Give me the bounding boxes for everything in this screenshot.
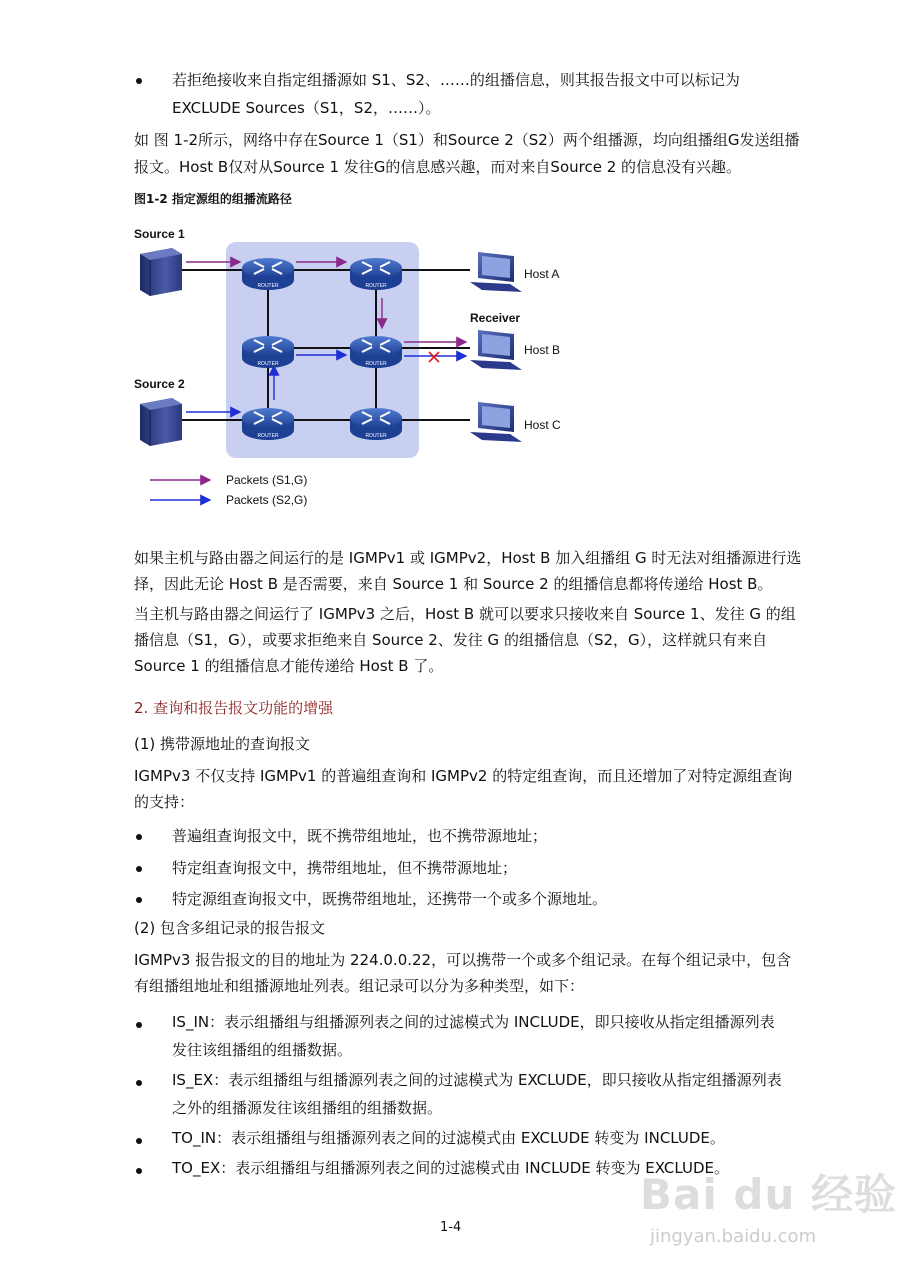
- svg-text:ROUTER: ROUTER: [365, 433, 387, 439]
- para2-line2: 择，因此无论 Host B 是否需要，来自 Source 1 和 Source 2 的组播信息都将传递给 Host B。: [134, 575, 773, 593]
- bullet-dot: [136, 1022, 142, 1028]
- bullet-dot: [136, 1080, 142, 1086]
- intro-para-line1: 如 图 1-2所示，网络中存在Source 1（S1）和Source 2（S2）两个组播源，均向组播组G发送组播: [134, 131, 800, 149]
- host-a-label: Host A: [524, 267, 560, 281]
- sub2-para-line1: IGMPv3 报告报文的目的地址为 224.0.0.22，可以携带一个或多个组记录。在每个组记录中，包含: [134, 951, 792, 969]
- intro-para-line2: 报文。Host B仅对从Source 1 发往G的信息感兴趣，而对来自Source 2 的信息没有兴趣。: [134, 158, 742, 176]
- legend-s2-label: Packets (S2,G): [226, 493, 308, 507]
- bullet-dot: [136, 897, 142, 903]
- svg-text:ROUTER: ROUTER: [257, 433, 279, 439]
- watermark-url: jingyan.baidu.com: [650, 1226, 817, 1247]
- router-icon: [350, 336, 402, 368]
- list-item: 特定组查询报文中，携带组地址，但不携带源地址；: [172, 859, 518, 877]
- bullet-dot: [136, 866, 142, 872]
- record-line1: TO_IN：表示组播组与组播源列表之间的过滤模式由 EXCLUDE 转变为 INCLUDE。: [172, 1129, 725, 1147]
- svg-text:ROUTER: ROUTER: [257, 361, 279, 367]
- sub1-para-line2: 的支持：: [134, 793, 195, 811]
- blocked-x-icon: [429, 352, 439, 362]
- server-icon: [140, 398, 182, 446]
- legend: [150, 473, 307, 507]
- svg-text:ROUTER: ROUTER: [365, 361, 387, 367]
- record-line1: TO_EX：表示组播组与组播源列表之间的过滤模式由 INCLUDE 转变为 EXCLUDE。: [172, 1159, 730, 1177]
- host-pc-icon: [470, 330, 522, 370]
- source2-label: Source 2: [134, 377, 185, 391]
- network-diagram: [0, 210, 905, 540]
- svg-text:ROUTER: ROUTER: [365, 283, 387, 289]
- host-b-label: Host B: [524, 343, 561, 357]
- figure-caption: 图1-2 指定源组的组播流路径: [134, 192, 292, 206]
- page-number: 1-4: [440, 1220, 462, 1235]
- source1-label: Source 1: [134, 227, 185, 241]
- router-icon: [350, 408, 402, 440]
- sub1-para-line1: IGMPv3 不仅支持 IGMPv1 的普遍组查询和 IGMPv2 的特定组查询，而且还增加了对特定源组查询: [134, 767, 793, 785]
- host-c-label: Host C: [524, 418, 561, 432]
- record-line2: 发往该组播组的组播数据。: [172, 1041, 353, 1059]
- server-icon: [140, 248, 182, 296]
- intro-bullet-line2: EXCLUDE Sources（S1，S2，……）。: [172, 99, 441, 117]
- para3-line2: 播信息（S1，G），或要求拒绝来自 Source 2、发往 G 的组播信息（S2，G），这样就只有来自: [134, 631, 768, 649]
- router-icon: [242, 336, 294, 368]
- sub2-title: (2) 包含多组记录的报告报文: [134, 919, 326, 937]
- bullet-dot: [136, 1168, 142, 1174]
- router-icon: [242, 258, 294, 290]
- bullet-dot: [136, 834, 142, 840]
- host-pc-icon: [470, 252, 522, 292]
- para3-line3: Source 1 的组播信息才能传递给 Host B 了。: [134, 657, 444, 675]
- receiver-label: Receiver: [470, 311, 521, 325]
- bullet-dot: [136, 78, 142, 84]
- svg-text:ROUTER: ROUTER: [257, 283, 279, 289]
- para3-line1: 当主机与路由器之间运行了 IGMPv3 之后，Host B 就可以要求只接收来自 Source 1、发往 G 的组: [134, 605, 796, 623]
- legend-s1-label: Packets (S1,G): [226, 473, 308, 487]
- record-line1: IS_IN：表示组播组与组播源列表之间的过滤模式为 INCLUDE，即只接收从指定组播源列表: [172, 1013, 775, 1031]
- router-icon: [242, 408, 294, 440]
- para2-line1: 如果主机与路由器之间运行的是 IGMPv1 或 IGMPv2，Host B 加入组播组 G 时无法对组播源进行选: [134, 549, 802, 567]
- record-line2: 之外的组播源发往该组播组的组播数据。: [172, 1099, 443, 1117]
- router-icon: [350, 258, 402, 290]
- list-item: 普遍组查询报文中，既不携带组地址，也不携带源地址；: [172, 827, 548, 845]
- watermark-logo: Bai du 经验: [640, 1170, 897, 1219]
- sub1-title: (1) 携带源地址的查询报文: [134, 735, 311, 753]
- record-line1: IS_EX：表示组播组与组播源列表之间的过滤模式为 EXCLUDE，即只接收从指定组播源列表: [172, 1071, 782, 1089]
- sub2-para-line2: 有组播组地址和组播源地址列表。组记录可以分为多种类型，如下：: [134, 977, 585, 995]
- intro-bullet-line1: 若拒绝接收来自指定组播源如 S1、S2、……的组播信息，则其报告报文中可以标记为: [172, 71, 740, 89]
- section-heading: 2. 查询和报告报文功能的增强: [134, 699, 334, 717]
- list-item: 特定源组查询报文中，既携带组地址，还携带一个或多个源地址。: [172, 890, 608, 908]
- bullet-dot: [136, 1138, 142, 1144]
- host-pc-icon: [470, 402, 522, 442]
